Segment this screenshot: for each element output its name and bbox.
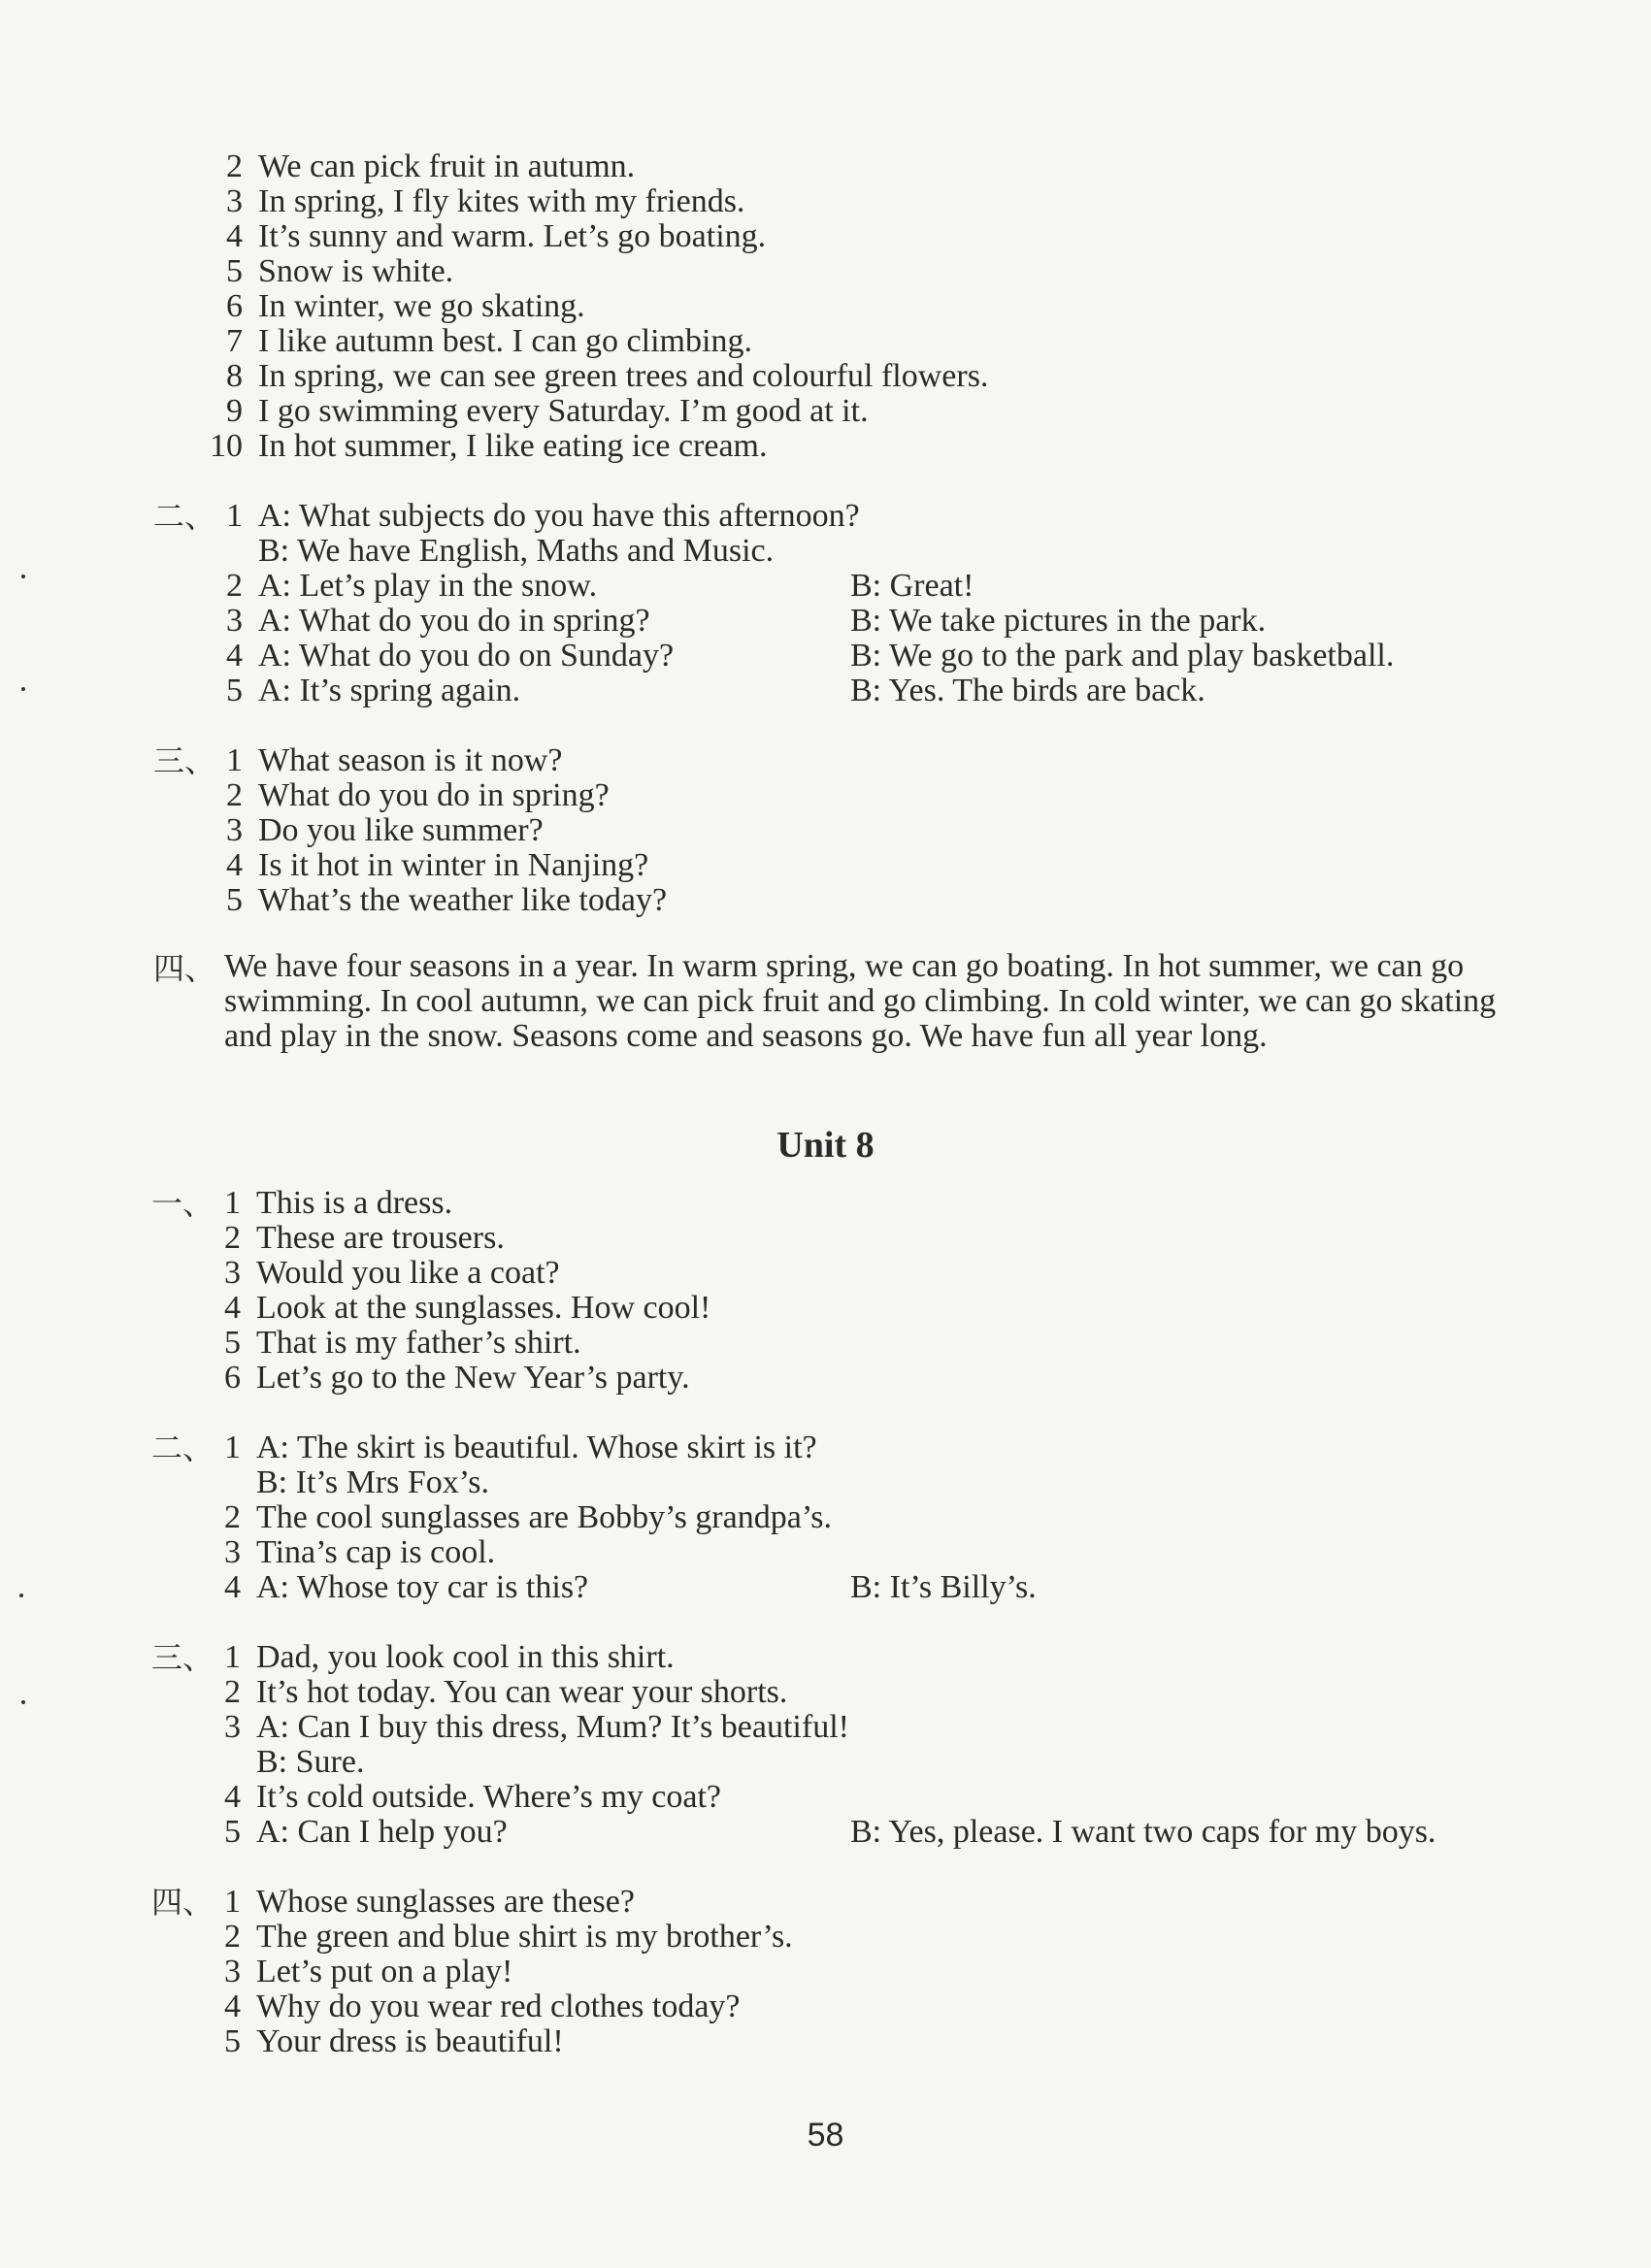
scan-speck — [21, 1700, 25, 1704]
scan-speck — [21, 575, 25, 578]
section-marker: 一、 — [151, 1185, 215, 1222]
scan-speck — [21, 687, 25, 691]
section-marker: 三、 — [151, 1639, 215, 1676]
unit-heading: Unit 8 — [776, 1125, 875, 1166]
section-marker: 三、 — [153, 742, 216, 779]
answer-key-page: 2 We can pick fruit in autumn. 3 In spring, I fly kites with my friends. 4 It’s sunny and warm. Let’s go boating. 5 Snow is white. 6 In winter, we go skating. 7 I like autumn best. I can go climbing. 8 In spring, we can see green trees and colourful flowers. 9 I go swimming every Saturday. I’m good at it. 10 In hot summer, I like eating ice cream. 二、 1 A: What subjects do you have this afternoon? B: We have English, Maths and Music. 2 A: Let’s play in the snow. B: Great! 3 A: What do you do in spring? B: We take pictures in the park. 4 A: What do you do on Sunday? B: We go to the park and play basketball. 5 A: It’s spring again. B: Yes. The birds are back. 三、 1 What season is it now? 2 What do you do in spring? 3 Do you like summer? 4 Is it hot in winter in Nanjing? 5 What’s the weather like today? 四、 We have four seasons in a year. In warm spring, we can go boating. In hot summer, we can go swimming. In cool autumn, we can pick fruit and go climbing. In cold winter, we can go skating and play in the snow. Seasons come and seasons go. We have fun all year long. Unit 8 一、 1 This is a dress. 2 These are trousers. 3 Would you like a coat? 4 Look at the sunglasses. How cool! 5 That is my father’s shirt. 6 Let’s go to the New Year’s party. 二、 1 A: The skirt is beautiful. Whose skirt is it? B: It’s Mrs Fox’s. 2 The cool sunglasses are Bobby’s grandpa’s. 3 Tina’s cap is cool. 4 A: Whose toy car is this? B: It’s Billy’s. 三、 1 Dad, you look cool in this shirt. 2 It’s hot today. You can wear your shorts. 3 A: Can I buy this dress, Mum? It’s beautiful! B: Sure. 4 It’s cold outside. Where’s my coat? 5 A: Can I help you? B: Yes, please. I want two caps for my boys. 四、 1 Whose sunglasses are these? 2 The green and blue shirt is my brother’s. 3 Let’s put on a play! 4 Why do you wear red clothes today? 5 Your dress is beautiful! 58 — [0, 0, 1651, 2268]
scan-speck — [19, 1594, 23, 1597]
seasons-paragraph: We have four seasons in a year. In warm spring, we can go boating. In hot summer, we can go swimming. In cool autumn, we can pick fruit and go climbing. In cold winter, we can go skating and play in the snow. Seasons come and seasons go. We have fun all year long. — [224, 948, 1497, 1054]
page-number: 58 — [807, 2117, 844, 2153]
section-marker: 四、 — [153, 950, 216, 987]
section-marker: 四、 — [151, 1884, 215, 1921]
section-marker: 二、 — [151, 1430, 215, 1466]
section-marker: 二、 — [153, 498, 216, 535]
